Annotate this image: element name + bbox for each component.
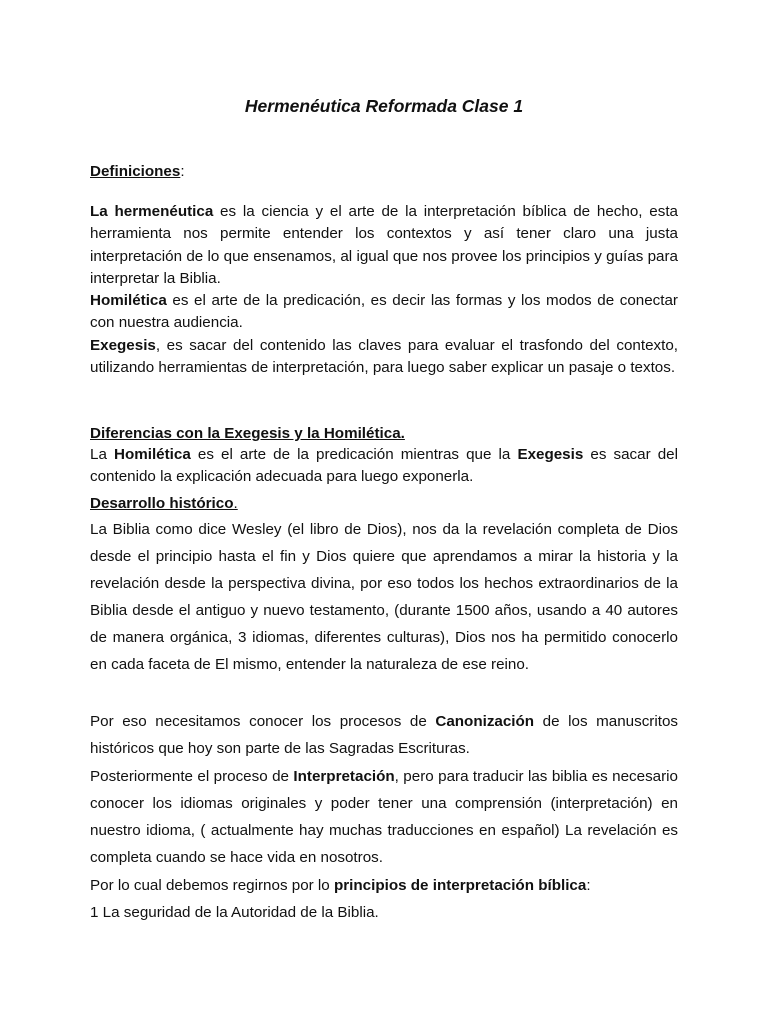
diferencias-heading: Diferencias con la Exegesis y la Homilética. [90,425,405,442]
principios-paragraph [90,872,678,899]
term-principios: principios de interpretación bíblica [333,877,587,894]
interpretacion-paragraph [90,763,678,871]
document-title: Hermenéutica Reformada Clase 1 [244,96,524,116]
diferencias-mid: es el arte de la predicación mientras que la [190,446,518,463]
term-exegesis: Exegesis [90,337,156,354]
definition-hermeneutica-text: es la ciencia y el arte de la interpretación bíblica de hecho, esta herramienta nos permite entender los contextos y así tener claro una justa interpretación de lo que ensenamos, al igual que nos provee los principios y guías para interpretar la Biblia. [90,203,678,288]
principios-post: : [586,877,591,894]
definition-exegesis [90,335,678,380]
definition-exegesis-text: , es sacar del contenido las claves para evaluar el trasfondo del contexto, utilizando herramientas de interpretación, para luego saber explicar un pasaje o textos. [90,337,678,377]
desarrollo-heading-line [90,493,678,515]
interp-pre: Posteriormente el proceso de [90,768,294,785]
term-homiletica-2: Homilética [113,446,191,463]
term-exegesis-2: Exegesis [517,446,584,463]
definition-homiletica-text: es el arte de la predicación, es decir las formas y los modos de conectar con nuestra audiencia. [90,292,678,332]
diferencias-heading-line [90,423,678,445]
canon-pre: Por eso necesitamos conocer los procesos de [90,713,436,730]
definition-homiletica [90,290,678,335]
canon-post: de los manuscritos históricos que hoy son parte de las Sagradas Escrituras. [90,713,678,757]
desarrollo-paragraph: La Biblia como dice Wesley (el libro de Dios), nos da la revelación completa de Dios desde el principio hasta el fin y Dios quiere que aprendamos a mirar la historia y la revelación desde la perspectiva divina, por eso todos los hechos extraordinarios de la Biblia desde el antiguo y nuevo testamento, (durante 1500 años, usando a 40 autores de manera orgánica, 3 idiomas, diferentes culturas), Dios nos ha permitido conocerlo en cada faceta de El mismo, entender la naturaleza de ese reino. [90,521,678,673]
definition-hermeneutica [90,201,678,291]
term-hermeneutica: La hermenéutica [90,203,214,220]
definiciones-heading-line [90,161,678,183]
heading-colon: : [180,163,185,180]
term-interpretacion: Interpretación [293,768,395,785]
definiciones-heading: Definiciones [90,163,181,180]
diferencias-paragraph [90,444,678,489]
list-item-1: 1 La seguridad de la Autoridad de la Biblia. [90,904,379,921]
diferencias-post: es sacar del contenido la explicación adecuada para luego exponerla. [90,446,679,486]
desarrollo-heading: Desarrollo histórico [90,495,234,512]
desarrollo-dot: . [233,495,238,512]
term-canonizacion: Canonización [435,713,535,730]
canonizacion-paragraph [90,708,678,762]
term-homiletica: Homilética [90,292,167,309]
diferencias-pre: La [90,446,114,463]
interp-post: , pero para traducir las biblia es necesario conocer los idiomas originales y poder tener una comprensión (interpretación) en nuestro idioma, ( actualmente hay muchas traducciones en español) La revelación es completa cuando se hace vida en nosotros. [90,768,678,866]
principios-pre: Por lo cual debemos regirnos por lo [90,877,334,894]
